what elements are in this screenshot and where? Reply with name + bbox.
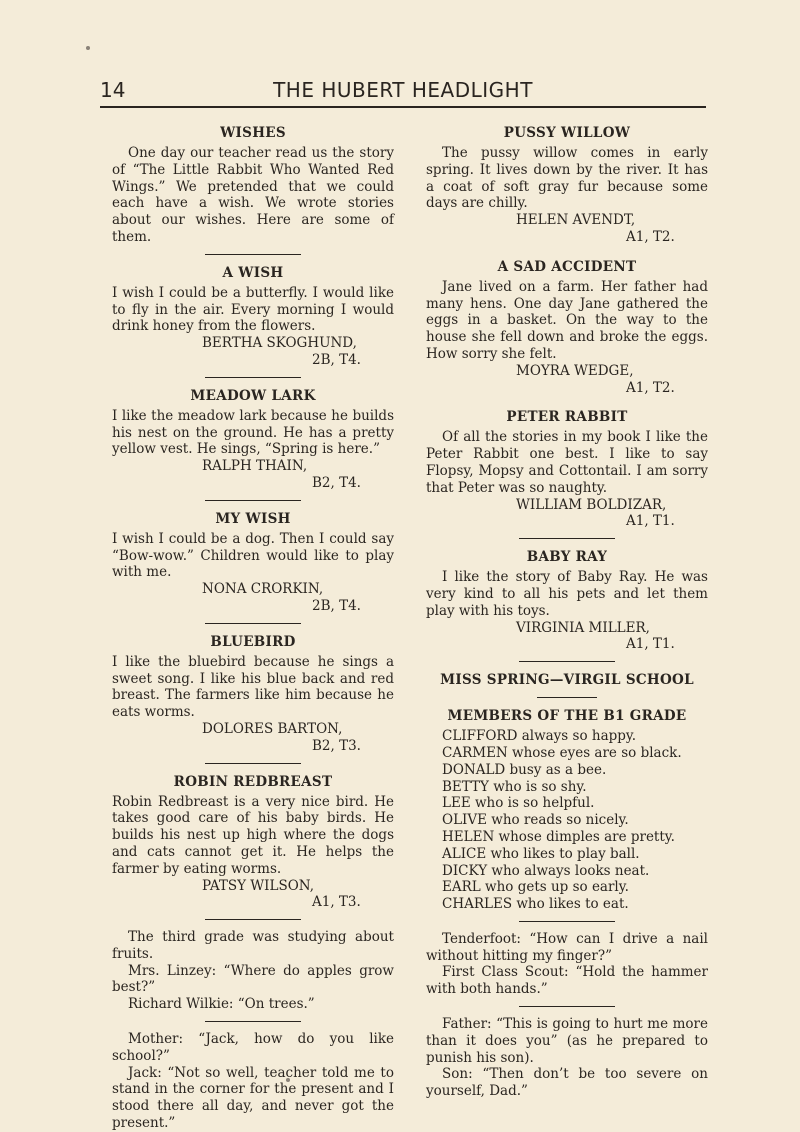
section-divider — [519, 1006, 615, 1007]
article-text: The pussy willow comes in early spring. It lives down by the river. It has a coat of soft gray fur because some days are chilly. — [426, 145, 708, 212]
article-text: One day our teacher read us the story of “The Little Rabbit Who Wanted Red Wings.” We pretended that we could each have a wish. We wrote stories about our wishes. Here are some of them. — [112, 145, 394, 245]
joke-question: Tenderfoot: “How can I drive a nail without hitting my finger?” — [426, 930, 708, 964]
section-divider — [519, 661, 615, 662]
article-peter-rabbit — [426, 408, 708, 530]
left-column — [112, 124, 394, 1132]
article-baby-ray — [426, 548, 708, 653]
list-item: HELEN whose dimples are pretty. — [442, 828, 675, 845]
article-text: Of all the stories in my book I like the Peter Rabbit one best. I like to say Flopsy, Mopsy and Cottontail. I am sorry that Peter was so naughty. — [426, 429, 708, 496]
joke-tenderfoot — [426, 931, 708, 998]
article-my-wish — [112, 510, 394, 615]
article-text: I like the meadow lark because he builds his nest on the ground. He has a pretty yellow vest. He sings, “Spring is here.” — [112, 407, 394, 458]
author-name: DOLORES BARTON, — [202, 720, 343, 737]
paper-speck — [86, 46, 90, 50]
author-grade: A1, T2. — [626, 228, 675, 245]
joke-answer: Son: “Then don’t be too severe on yourself, Dad.” — [426, 1066, 708, 1100]
list-item: DICKY who always looks neat. — [442, 862, 650, 879]
article-title: A WISH — [222, 264, 284, 281]
header-rule — [100, 106, 706, 108]
joke-intro: The third grade was studying about fruits. — [112, 929, 394, 962]
author-grade: A1, T1. — [626, 636, 675, 653]
author-grade: A1, T2. — [626, 379, 675, 396]
joke-question: Father: “This is going to hurt me more than it does you” (as he prepared to punish his son). — [426, 1016, 708, 1066]
article-wishes — [112, 124, 394, 246]
article-title: PETER RABBIT — [506, 409, 628, 426]
list-item: LEE who is so helpful. — [442, 795, 595, 812]
list-item: BETTY who is so shy. — [442, 778, 587, 795]
list-item: CHARLES who likes to eat. — [442, 896, 629, 913]
author-name: RALPH THAIN, — [202, 458, 308, 475]
article-text: I like the bluebird because he sings a sweet song. I like his blue back and red breast. The farmers like him because he eats worms. — [112, 653, 394, 721]
list-item: OLIVE who reads so nicely. — [442, 812, 629, 829]
article-pussy-willow — [426, 124, 708, 246]
joke-question: Mother: “Jack, how do you like school?” — [112, 1031, 394, 1064]
author-name: VIRGINIA MILLER, — [516, 619, 650, 636]
list-item: EARL who gets up so early. — [442, 879, 629, 896]
members-title: MEMBERS OF THE B1 GRADE — [447, 708, 687, 725]
article-title: MY WISH — [215, 510, 291, 527]
section-divider — [205, 254, 301, 255]
article-meadow-lark — [112, 387, 394, 492]
joke-father — [426, 1016, 708, 1100]
author-name: PATSY WILSON, — [202, 877, 315, 894]
section-divider — [205, 919, 301, 920]
list-item: ALICE who likes to play ball. — [442, 845, 640, 862]
article-title: WISHES — [220, 125, 286, 141]
article-text: Jane lived on a farm. Her father had many hens. One day Jane gathered the eggs in a basket. On the way to the house she fell down and broke the eggs. How sorry she felt. — [426, 278, 708, 362]
article-text: Robin Redbreast is a very nice bird. He takes good care of his baby birds. He builds his nest up high where the dogs and cats cannot get it. He helps the farmer by eating worms. — [112, 793, 394, 877]
newspaper-title: THE HUBERT HEADLIGHT — [273, 78, 533, 102]
school-title: MISS SPRING—VIRGIL SCHOOL — [440, 672, 694, 689]
members-list — [426, 707, 708, 913]
article-robin-redbreast — [112, 773, 394, 912]
article-text: I wish I could be a butterfly. I would like to fly in the air. Every morning I would drink honey from the flowers. — [112, 284, 394, 335]
article-text: I like the story of Baby Ray. He was very kind to all his pets and let them play with his toys. — [426, 569, 708, 619]
article-title: BABY RAY — [526, 549, 608, 566]
article-bluebird — [112, 633, 394, 755]
author-name: BERTHA SKOGHUND, — [202, 335, 357, 352]
article-title: MEADOW LARK — [190, 387, 316, 404]
article-title: BLUEBIRD — [210, 633, 296, 650]
section-divider — [519, 538, 615, 539]
page-number: 14 — [100, 78, 126, 102]
section-divider — [205, 377, 301, 378]
author-name: NONA CRORKIN, — [202, 581, 324, 598]
section-divider — [205, 623, 301, 624]
list-item: CARMEN whose eyes are so black. — [442, 744, 682, 761]
page-header — [100, 78, 706, 106]
author-grade: B2, T4. — [312, 474, 361, 491]
section-divider — [519, 921, 615, 922]
author-name: WILLIAM BOLDIZAR, — [516, 496, 667, 513]
article-title: ROBIN REDBREAST — [173, 773, 333, 790]
author-grade: B2, T3. — [312, 737, 361, 754]
author-grade: A1, T1. — [626, 513, 675, 530]
joke-answer: Jack: “Not so well, teacher told me to stand in the corner for the present and I stood there all day, and never got the present.” — [112, 1064, 394, 1132]
article-title: A SAD ACCIDENT — [497, 258, 637, 275]
section-divider — [205, 500, 301, 501]
author-grade: A1, T3. — [312, 894, 361, 911]
joke-jack — [112, 1031, 394, 1132]
author-grade: 2B, T4. — [312, 351, 361, 368]
joke-answer: Richard Wilkie: “On trees.” — [128, 996, 315, 1013]
author-name: MOYRA WEDGE, — [516, 362, 634, 379]
joke-fruits — [112, 929, 394, 1013]
article-title: PUSSY WILLOW — [503, 125, 631, 141]
article-a-wish — [112, 264, 394, 369]
article-sad-accident — [426, 258, 708, 397]
right-column — [426, 124, 708, 1100]
list-item: DONALD busy as a bee. — [442, 761, 607, 778]
joke-question: Mrs. Linzey: “Where do apples grow best?” — [112, 962, 394, 996]
section-divider — [205, 763, 301, 764]
author-grade: 2B, T4. — [312, 597, 361, 614]
list-item: CLIFFORD always so happy. — [442, 728, 637, 745]
author-name: HELEN AVENDT, — [516, 212, 636, 229]
article-text: I wish I could be a dog. Then I could say “Bow-wow.” Children would like to play with me. — [112, 530, 394, 581]
joke-answer: First Class Scout: “Hold the hammer with both hands.” — [426, 964, 708, 998]
section-divider — [205, 1021, 301, 1022]
section-divider — [537, 697, 597, 698]
